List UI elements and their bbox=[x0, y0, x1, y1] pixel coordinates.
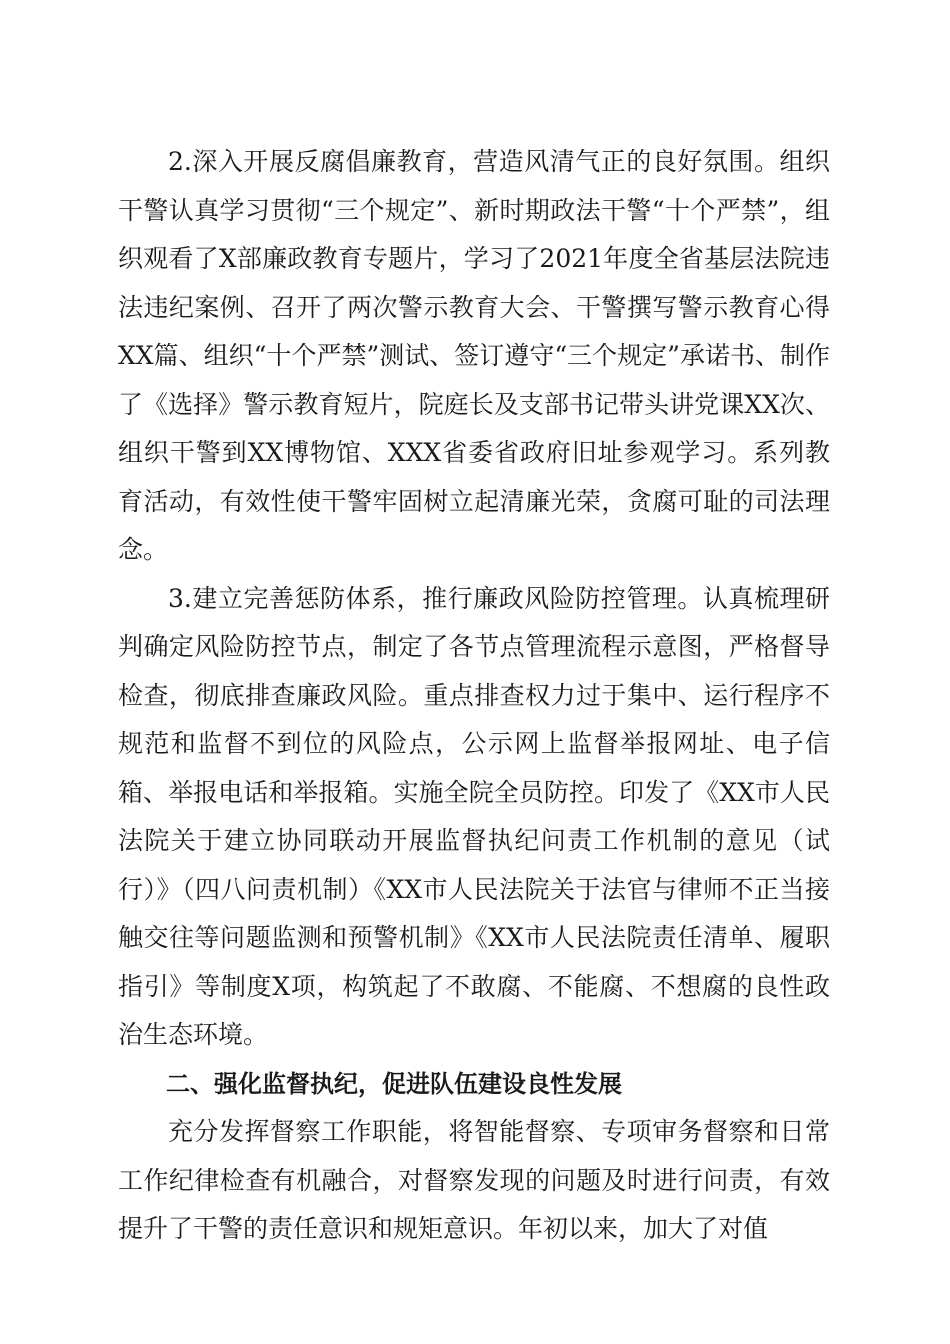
paragraph-supervision: 充分发挥督察工作职能，将智能督察、专项审务督察和日常工作纪律检查有机融合，对督察发现的问题及时进行问责，有效提升了干警的责任意识和规矩意识。年初以来，加大了对值 bbox=[118, 1117, 830, 1243]
paragraph-anti-corruption-education: 2.深入开展反腐倡廉教育，营造风清气正的良好氛围。组织干警认真学习贯彻“三个规定”、新时期政法干警“十个严禁”，组织观看了X部廉政教育专题片，学习了2021年度全省基层法院违法违纪案例、召开了两次警示教育大会、干警撰写警示教育心得XX篇、组织“十个严禁”测试、签订遵守“三个规定”承诺书、制作了《选择》警示教育短片，院庭长及支部书记带头讲党课XX次、组织干警到XX博物馆、XXX省委省政府旧址参观学习。系列教育活动，有效性使干警牢固树立起清廉光荣，贪腐可耻的司法理念。 bbox=[118, 147, 830, 564]
section-heading: 二、强化监督执纪，促进队伍建设良性发展 bbox=[166, 1069, 622, 1098]
paragraph-risk-prevention-system: 3.建立完善惩防体系，推行廉政风险防控管理。认真梳理研判确定风险防控节点，制定了各节点管理流程示意图，严格督导检查，彻底排查廉政风险。重点排查权力过于集中、运行程序不规范和监督不到位的风险点，公示网上监督举报网址、电子信箱、举报电话和举报箱。实施全院全员防控。印发了《XX市人民法院关于建立协同联动开展监督执纪问责工作机制的意见（试行）》（四八问责机制）《XX市人民法院关于法官与律师不正当接触交往等问题监测和预警机制》《XX市人民法院责任清单、履职指引》等制度X项，构筑起了不敢腐、不能腐、不想腐的良性政治生态环境。 bbox=[118, 583, 830, 1049]
document-body bbox=[118, 138, 830, 1254]
